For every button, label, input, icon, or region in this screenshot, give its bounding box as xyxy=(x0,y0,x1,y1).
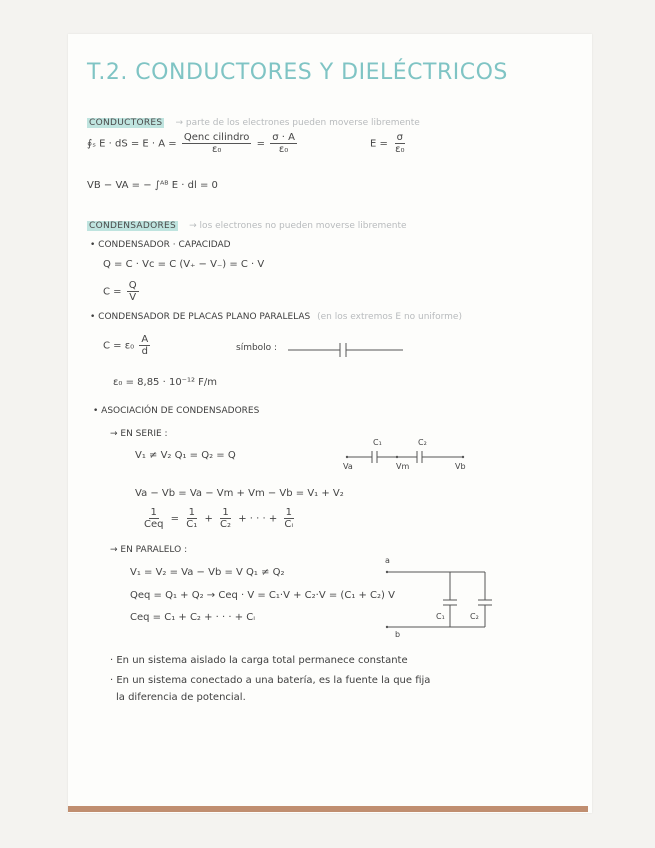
field-numerator: σ xyxy=(396,132,403,143)
field-fraction xyxy=(393,132,406,155)
conductores-note: → parte de los electrones pueden moverse libremente xyxy=(175,118,420,128)
gauss-fraction-2 xyxy=(270,132,297,155)
field-formula xyxy=(370,132,409,155)
note-battery-line2: la diferencia de potencial. xyxy=(116,692,246,703)
series-va-label: Va xyxy=(343,462,353,471)
c1-inverse-num: 1 xyxy=(188,507,195,518)
charge-formula: Q = C · Vc = C (V₊ − V₋) = C · V xyxy=(103,259,265,270)
gauss-denominator: ε₀ xyxy=(211,144,222,155)
condensadores-note: → los electrones no pueden moverse libremente xyxy=(189,221,407,231)
capacitance-numerator: Q xyxy=(128,280,137,291)
placas-denominator: d xyxy=(141,346,148,357)
capacitance-formula xyxy=(103,280,141,303)
gauss-equals: = xyxy=(256,138,266,150)
series-vb-label: Vb xyxy=(455,462,466,471)
placas-lhs: C = ε₀ xyxy=(103,340,135,352)
series-vm-label: Vm xyxy=(396,462,410,471)
paralelo-heading: → EN PARALELO : xyxy=(110,545,188,555)
ci-inverse-num: 1 xyxy=(285,507,292,518)
ceq-inverse-num: 1 xyxy=(150,507,157,518)
gauss-lhs: ∮ₛ E · dS = E · A = xyxy=(87,138,177,150)
parallel-c2-label: C₂ xyxy=(470,612,479,621)
placas-numerator: A xyxy=(141,334,149,345)
asociacion-heading: • ASOCIACIÓN DE CONDENSADORES xyxy=(93,406,260,416)
placas-formula xyxy=(103,334,152,357)
serie-eq-sign: = xyxy=(170,513,180,525)
note-isolated-system: · En un sistema aislado la carga total permanece constante xyxy=(110,655,408,666)
serie-heading: → EN SERIE : xyxy=(110,429,168,439)
capacitor-symbol xyxy=(288,340,408,360)
paralelo-line3: Ceq = C₁ + C₂ + · · · + Cᵢ xyxy=(130,612,256,623)
condensadores-heading: CONDENSADORES xyxy=(89,221,177,231)
potential-formula: VB − VA = − ∫ᴬᴮ E · dl = 0 xyxy=(87,180,218,191)
placas-heading-line xyxy=(90,312,462,322)
capacitance-fraction xyxy=(127,280,139,303)
conductores-heading: CONDUCTORES xyxy=(89,118,163,128)
serie-line1: V₁ ≠ V₂ Q₁ = Q₂ = Q xyxy=(135,450,236,461)
field-lhs: E = xyxy=(370,138,388,150)
capacitance-lhs: C = xyxy=(103,286,122,298)
c1-inverse xyxy=(184,507,199,530)
note-battery-line1: · En un sistema conectado a una batería, es la fuente la que fija xyxy=(110,675,431,686)
parallel-b-label: b xyxy=(395,630,401,639)
placas-heading: • CONDENSADOR DE PLACAS PLANO PARALELAS xyxy=(90,312,311,322)
page-title: T.2. CONDUCTORES Y DIELÉCTRICOS xyxy=(87,60,508,85)
gauss-fraction xyxy=(182,132,252,155)
conductores-section xyxy=(87,110,420,129)
ceq-inverse-den: Ceq xyxy=(144,519,164,530)
c2-inverse-den: C₂ xyxy=(220,519,232,530)
symbol-label: símbolo : xyxy=(236,343,278,353)
serie-dots: + · · · + xyxy=(238,513,278,525)
gauss2-denominator: ε₀ xyxy=(278,144,289,155)
placas-fraction xyxy=(139,334,150,357)
gauss-numerator: Qenc cilindro xyxy=(183,132,250,143)
parallel-c1-label: C₁ xyxy=(436,612,445,621)
ci-inverse-den: Cᵢ xyxy=(284,519,294,530)
serie-plus-sign: + xyxy=(204,513,213,525)
serie-inverse-formula xyxy=(140,507,297,530)
capacidad-heading: • CONDENSADOR · CAPACIDAD xyxy=(90,240,231,250)
paralelo-line1: V₁ = V₂ = Va − Vb = V Q₁ ≠ Q₂ xyxy=(130,567,285,578)
condensadores-section xyxy=(87,213,407,232)
ceq-inverse xyxy=(142,507,165,530)
page-edge xyxy=(68,806,588,812)
placas-note: (en los extremos E no uniforme) xyxy=(317,312,462,322)
parallel-circuit xyxy=(385,565,495,640)
ci-inverse xyxy=(282,507,295,530)
series-c2-label: C₂ xyxy=(418,438,427,447)
c2-inverse-num: 1 xyxy=(222,507,229,518)
serie-line2: Va − Vb = Va − Vm + Vm − Vb = V₁ + V₂ xyxy=(135,488,344,499)
epsilon-constant: ε₀ = 8,85 · 10⁻¹² F/m xyxy=(113,377,218,388)
parallel-a-label: a xyxy=(385,556,390,565)
gauss2-numerator: σ · A xyxy=(272,132,295,143)
field-denominator: ε₀ xyxy=(395,144,405,155)
c2-inverse xyxy=(218,507,233,530)
series-c1-label: C₁ xyxy=(373,438,382,447)
c1-inverse-den: C₁ xyxy=(186,519,198,530)
gauss-law xyxy=(87,132,299,155)
paralelo-line2: Qeq = Q₁ + Q₂ → Ceq · V = C₁·V + C₂·V = (C₁ + C₂) V xyxy=(130,590,395,601)
capacitance-denominator: V xyxy=(129,292,137,303)
